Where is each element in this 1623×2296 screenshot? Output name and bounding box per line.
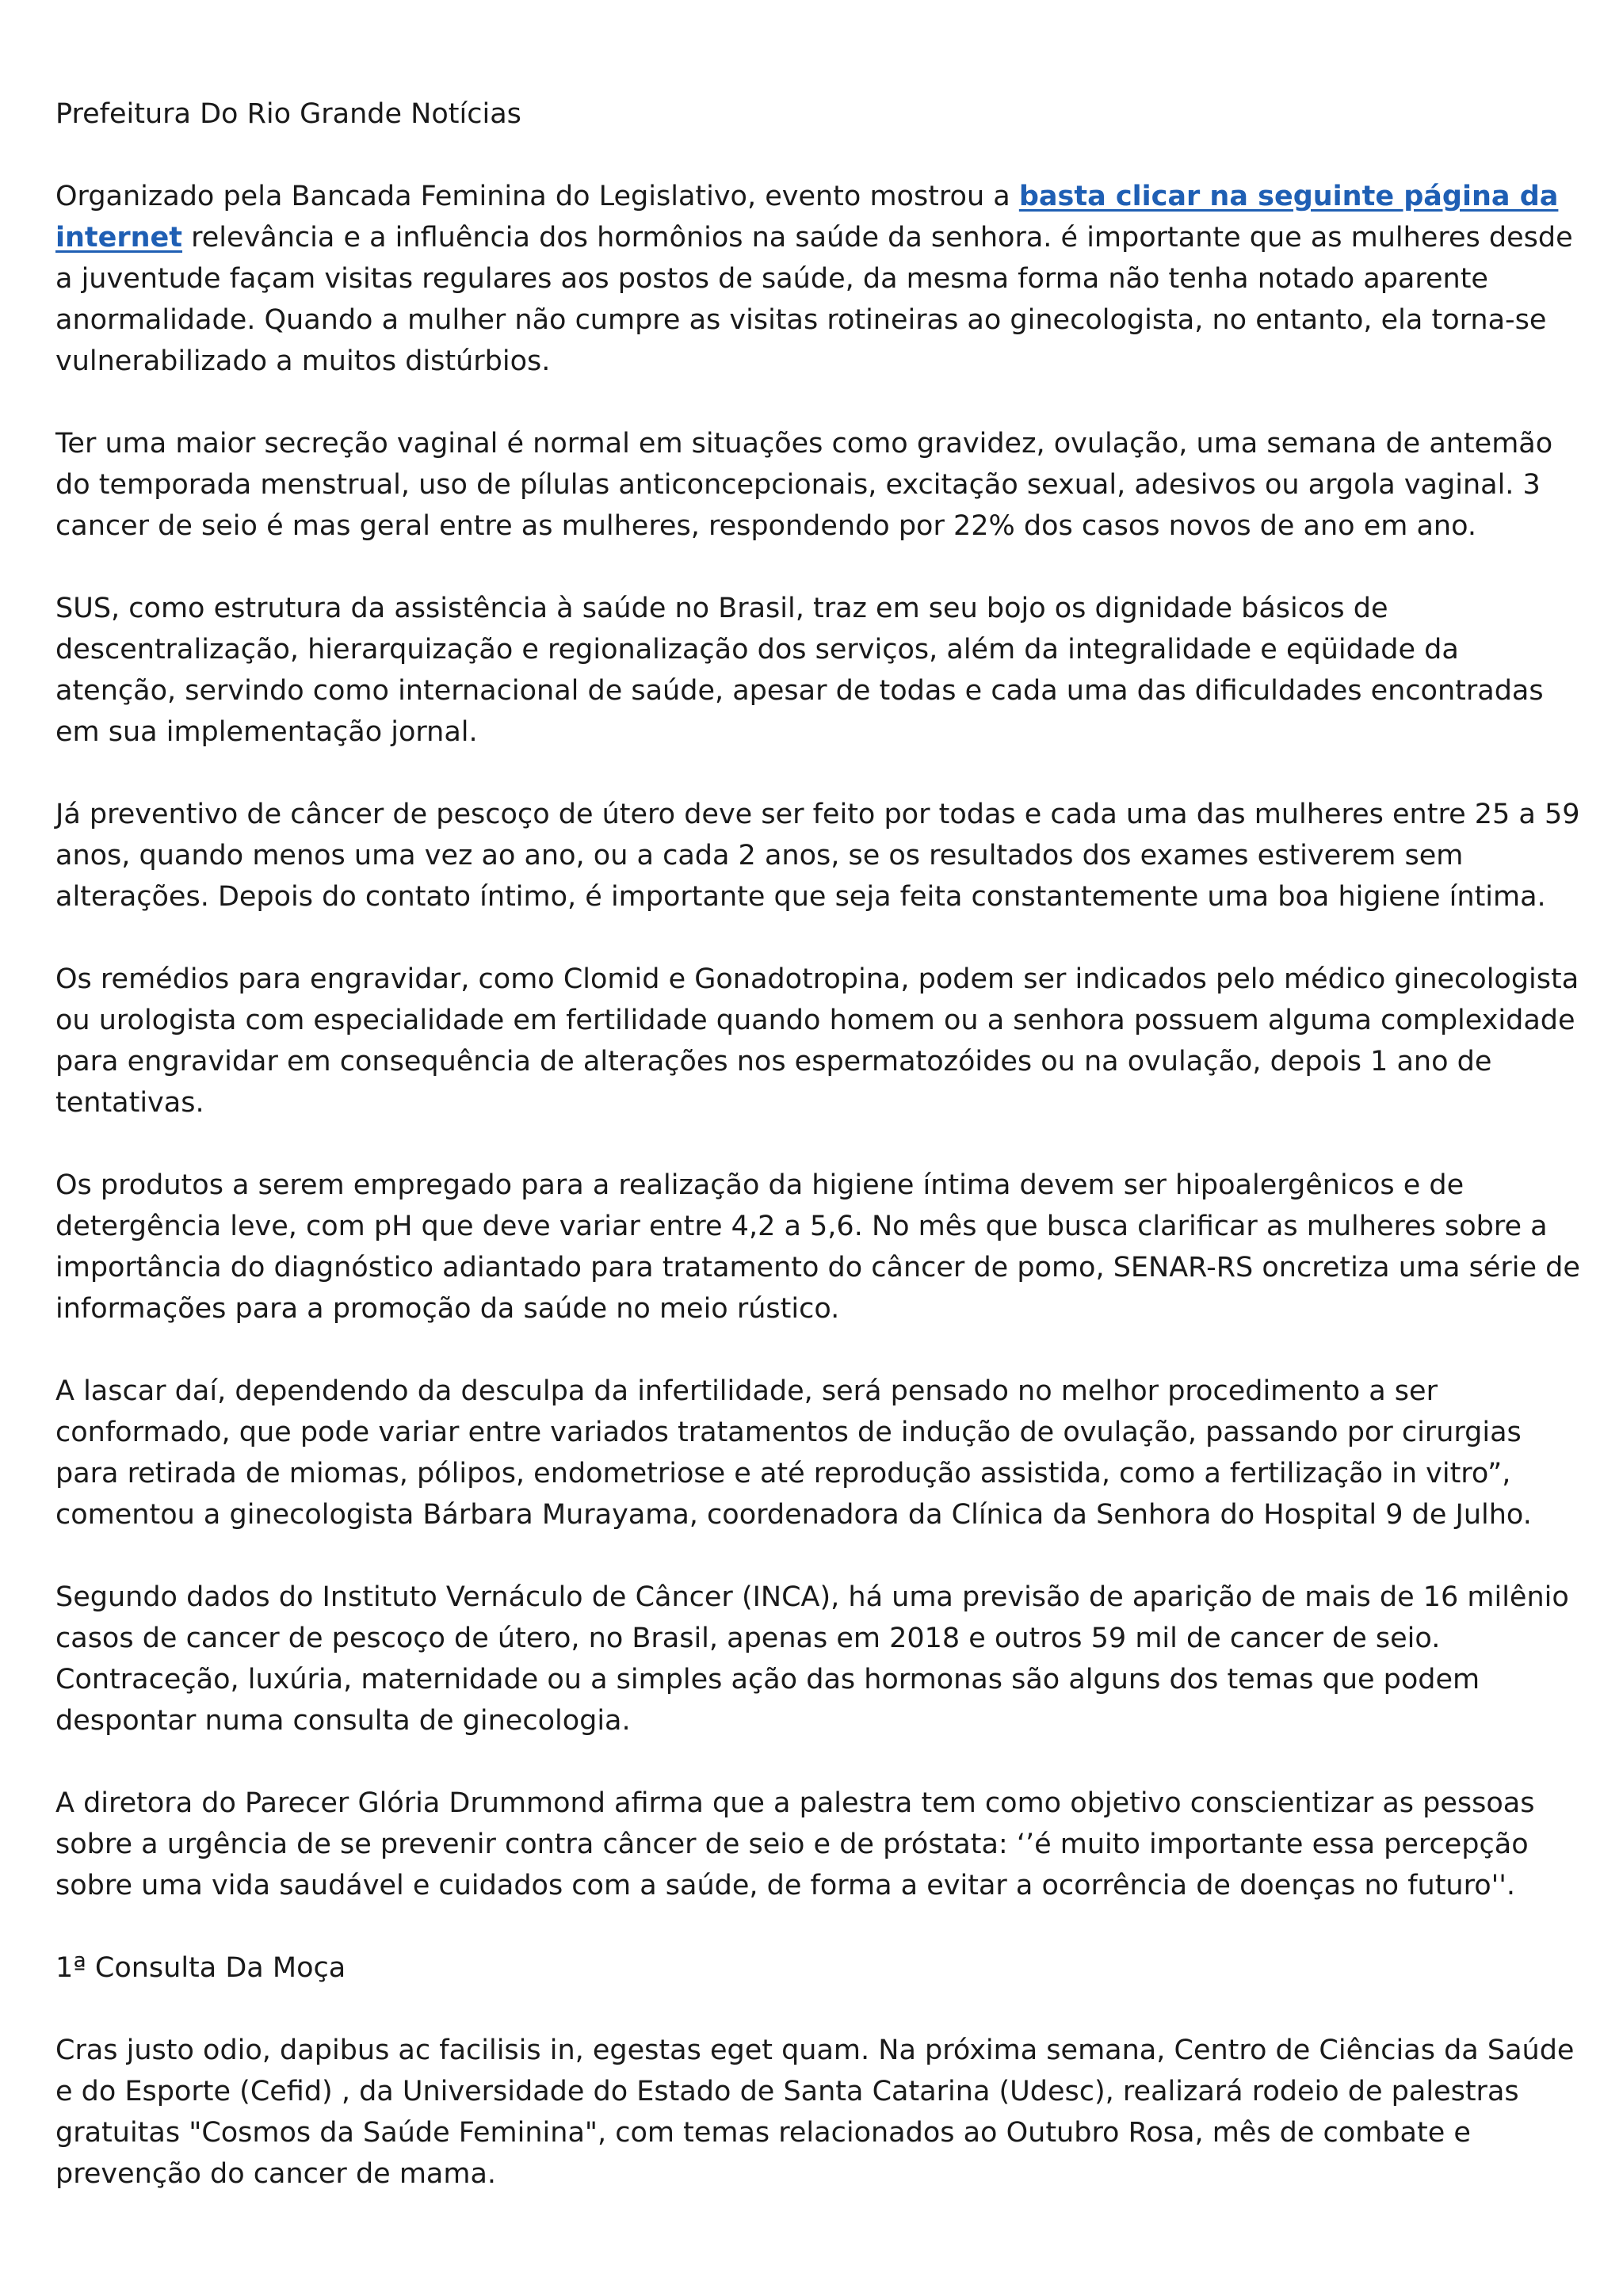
site-title: Prefeitura Do Rio Grande Notícias xyxy=(55,98,521,130)
paragraph-1-intro: Organizado pela Bancada Feminina do Legislativo, evento mostrou a xyxy=(55,181,1019,212)
paragraph-1-rest: relevância e a influência dos hormônios na saúde da senhora. é importante que as mulheres desde a juventude façam visitas regulares aos postos de saúde, da mesma forma não tenha notado aparente anormalidade. Quando a mulher não cumpre as visitas rotineiras ao ginecologista, no entanto, ela torna-se vulnerabilizado a muitos distúrbios. xyxy=(55,222,1573,377)
paragraph-6: Os produtos a serem empregado para a realização da higiene íntima devem ser hipoalergênicos e de detergência leve, com pH que deve variar entre 4,2 a 5,6. No mês que busca clarificar as mulheres sobre a importância do diagnóstico adiantado para tratamento do câncer de pomo, SENAR-RS oncretiza uma série de informações para a promoção da saúde no meio rústico. xyxy=(55,1169,1580,1325)
paragraph-7: A lascar daí, dependendo da desculpa da infertilidade, será pensado no melhor procedimento a ser conformado, que pode variar entre variados tratamentos de indução de ovulação, passando por cirurgias para retirada de miomas, pólipos, endometriose e até reprodução assistida, como a fertilização in vitro”, comentou a ginecologista Bárbara Murayama, coordenadora da Clínica da Senhora do Hospital 9 de Julho. xyxy=(55,1375,1532,1531)
paragraph-5: Os remédios para engravidar, como Clomid e Gonadotropina, podem ser indicados pelo médico ginecologista ou urologista com especialidade em fertilidade quando homem ou a senhora possuem alguma complexidade para engravidar em consequência de alterações nos espermatozóides ou na ovulação, depois 1 ano de tentativas. xyxy=(55,963,1579,1119)
paragraph-10: Cras justo odio, dapibus ac facilisis in, egestas eget quam. Na próxima semana, Centro de Ciências da Saúde e do Esporte (Cefid) , da Universidade do Estado de Santa Catarina (Udesc), realizará rodeio de palestras gratuitas "Cosmos da Saúde Feminina", com temas relacionados ao Outubro Rosa, mês de combate e prevenção do cancer de mama. xyxy=(55,2035,1575,2190)
paragraph-8: Segundo dados do Instituto Vernáculo de Câncer (INCA), há uma previsão de aparição de mais de 16 milênio casos de cancer de pescoço de útero, no Brasil, apenas em 2018 e outros 59 mil de cancer de seio. Contraceção, luxúria, maternidade ou a simples ação das hormonas são alguns dos temas que podem despontar numa consulta de ginecologia. xyxy=(55,1581,1569,1737)
paragraph-4: Já preventivo de câncer de pescoço de útero deve ser feito por todas e cada uma das mulheres entre 25 a 59 anos, quando menos uma vez ao ano, ou a cada 2 anos, se os resultados dos exames estiverem sem alterações. Depois do contato íntimo, é importante que seja feita constantemente uma boa higiene íntima. xyxy=(55,799,1580,913)
paragraph-1 xyxy=(55,176,1585,382)
subheading: 1ª Consulta Da Moça xyxy=(55,1952,346,1984)
paragraph-3: SUS, como estrutura da assistência à saúde no Brasil, traz em seu bojo os dignidade básicos de descentralização, hierarquização e regionalização dos serviços, além da integralidade e eqüidade da atenção, servindo como internacional de saúde, apesar de todas e cada uma das dificuldades encontradas em sua implementação jornal. xyxy=(55,593,1544,748)
paragraph-2: Ter uma maior secreção vaginal é normal em situações como gravidez, ovulação, uma semana de antemão do temporada menstrual, uso de pílulas anticoncepcionais, excitação sexual, adesivos ou argola vaginal. 3 cancer de seio é mas geral entre as mulheres, respondendo por 22% dos casos novos de ano em ano. xyxy=(55,428,1553,542)
paragraph-9: A diretora do Parecer Glória Drummond afirma que a palestra tem como objetivo conscientizar as pessoas sobre a urgência de se prevenir contra câncer de seio e de próstata: ‘’é muito importante essa percepção sobre uma vida saudável e cuidados com a saúde, de forma a evitar a ocorrência de doenças no futuro''. xyxy=(55,1787,1535,1901)
document-page xyxy=(55,93,1585,2236)
inline-link[interactable]: basta clicar na seguinte página da internet xyxy=(55,181,1559,254)
